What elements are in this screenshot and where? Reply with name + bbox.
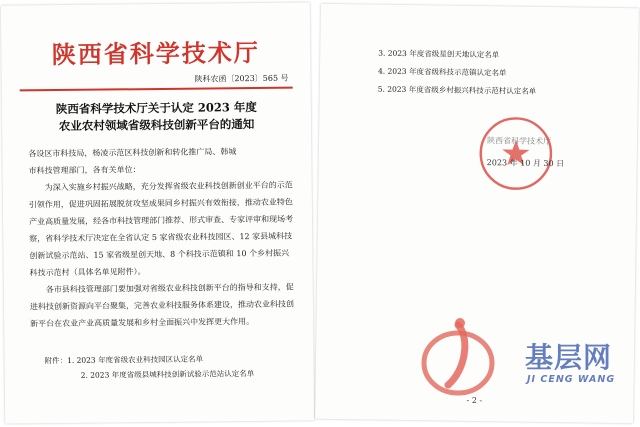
list-item: 4. 2023 年度省级科技示范镇认定名单 (377, 66, 507, 78)
salutation-line-1: 各设区市科技局，杨凌示范区科技创新和转化推广局、韩城 (28, 147, 237, 159)
document-body (28, 143, 297, 333)
paragraph-2: 各市县科技管理部门要加强对省级农业科技创新平台的指导和支持，促进科技创新资源向平台聚集，完善农业科技服务体系建设，推动农业科技创新平台在农业产业高质量发展和乡村全面振兴中发挥更大作用。 (29, 282, 295, 329)
attachment-list-continued (378, 45, 537, 101)
watermark-brand-cn: 基层网 (525, 341, 613, 374)
paragraph-1: 为深入实施乡村振兴战略，充分发挥省级农业科技创新创业平台的示范引领作用，促进巩固拓展脱贫攻坚成果同乡村振兴有效衔接，推动农业特色产业高质量发展，经各市科技管理部门推荐、形式审查、专家评审和现场考察，省科学技术厅决定在全省认定 5 家省级农业科技园区、12 家县城科技创新试验示范站、15 家省级星创天地、8 个科技示范镇和 10 个乡村振兴科技示范村（具体名单见附件）。 (28, 180, 294, 278)
attachment-item: 2. 2023 年度省级县城科技创新试验示范站认定名单 (80, 368, 255, 380)
title-line-2: 农业农村领域省级科技创新平台的通知 (58, 116, 255, 134)
salutation-line-2: 市科技管理部门，各有关单位： (28, 165, 141, 176)
attachment-label: 附件： (44, 355, 68, 366)
signing-date: 2023 年 10 月 30 日 (486, 158, 565, 169)
official-seal-icon (476, 114, 555, 193)
list-item: 5. 2023 年度省级乡村振兴科技示范村认定名单 (377, 84, 537, 96)
list-item: 3. 2023 年度省级星创天地认定名单 (378, 48, 500, 60)
attachment-list (44, 351, 254, 383)
watermark-brand-en: JI CENG WANG (527, 374, 616, 385)
org-header: 陕西省科学技术厅 (51, 37, 260, 70)
watermark-logo-icon (418, 315, 498, 400)
document-title (2, 98, 311, 135)
title-line-1: 陕西省科学技术厅关于认定 2023 年度 (55, 99, 257, 117)
attachment-text: 1. 2023 年度省级农业科技园区认定名单 (66, 354, 204, 365)
issuer-name: 陕西省科学技术厅 (486, 136, 552, 147)
page-number: - 2 - (466, 395, 483, 406)
red-divider (20, 87, 293, 92)
document-page-1 (1, 2, 314, 423)
document-number: 陕科农函〔2023〕565 号 (194, 73, 289, 84)
